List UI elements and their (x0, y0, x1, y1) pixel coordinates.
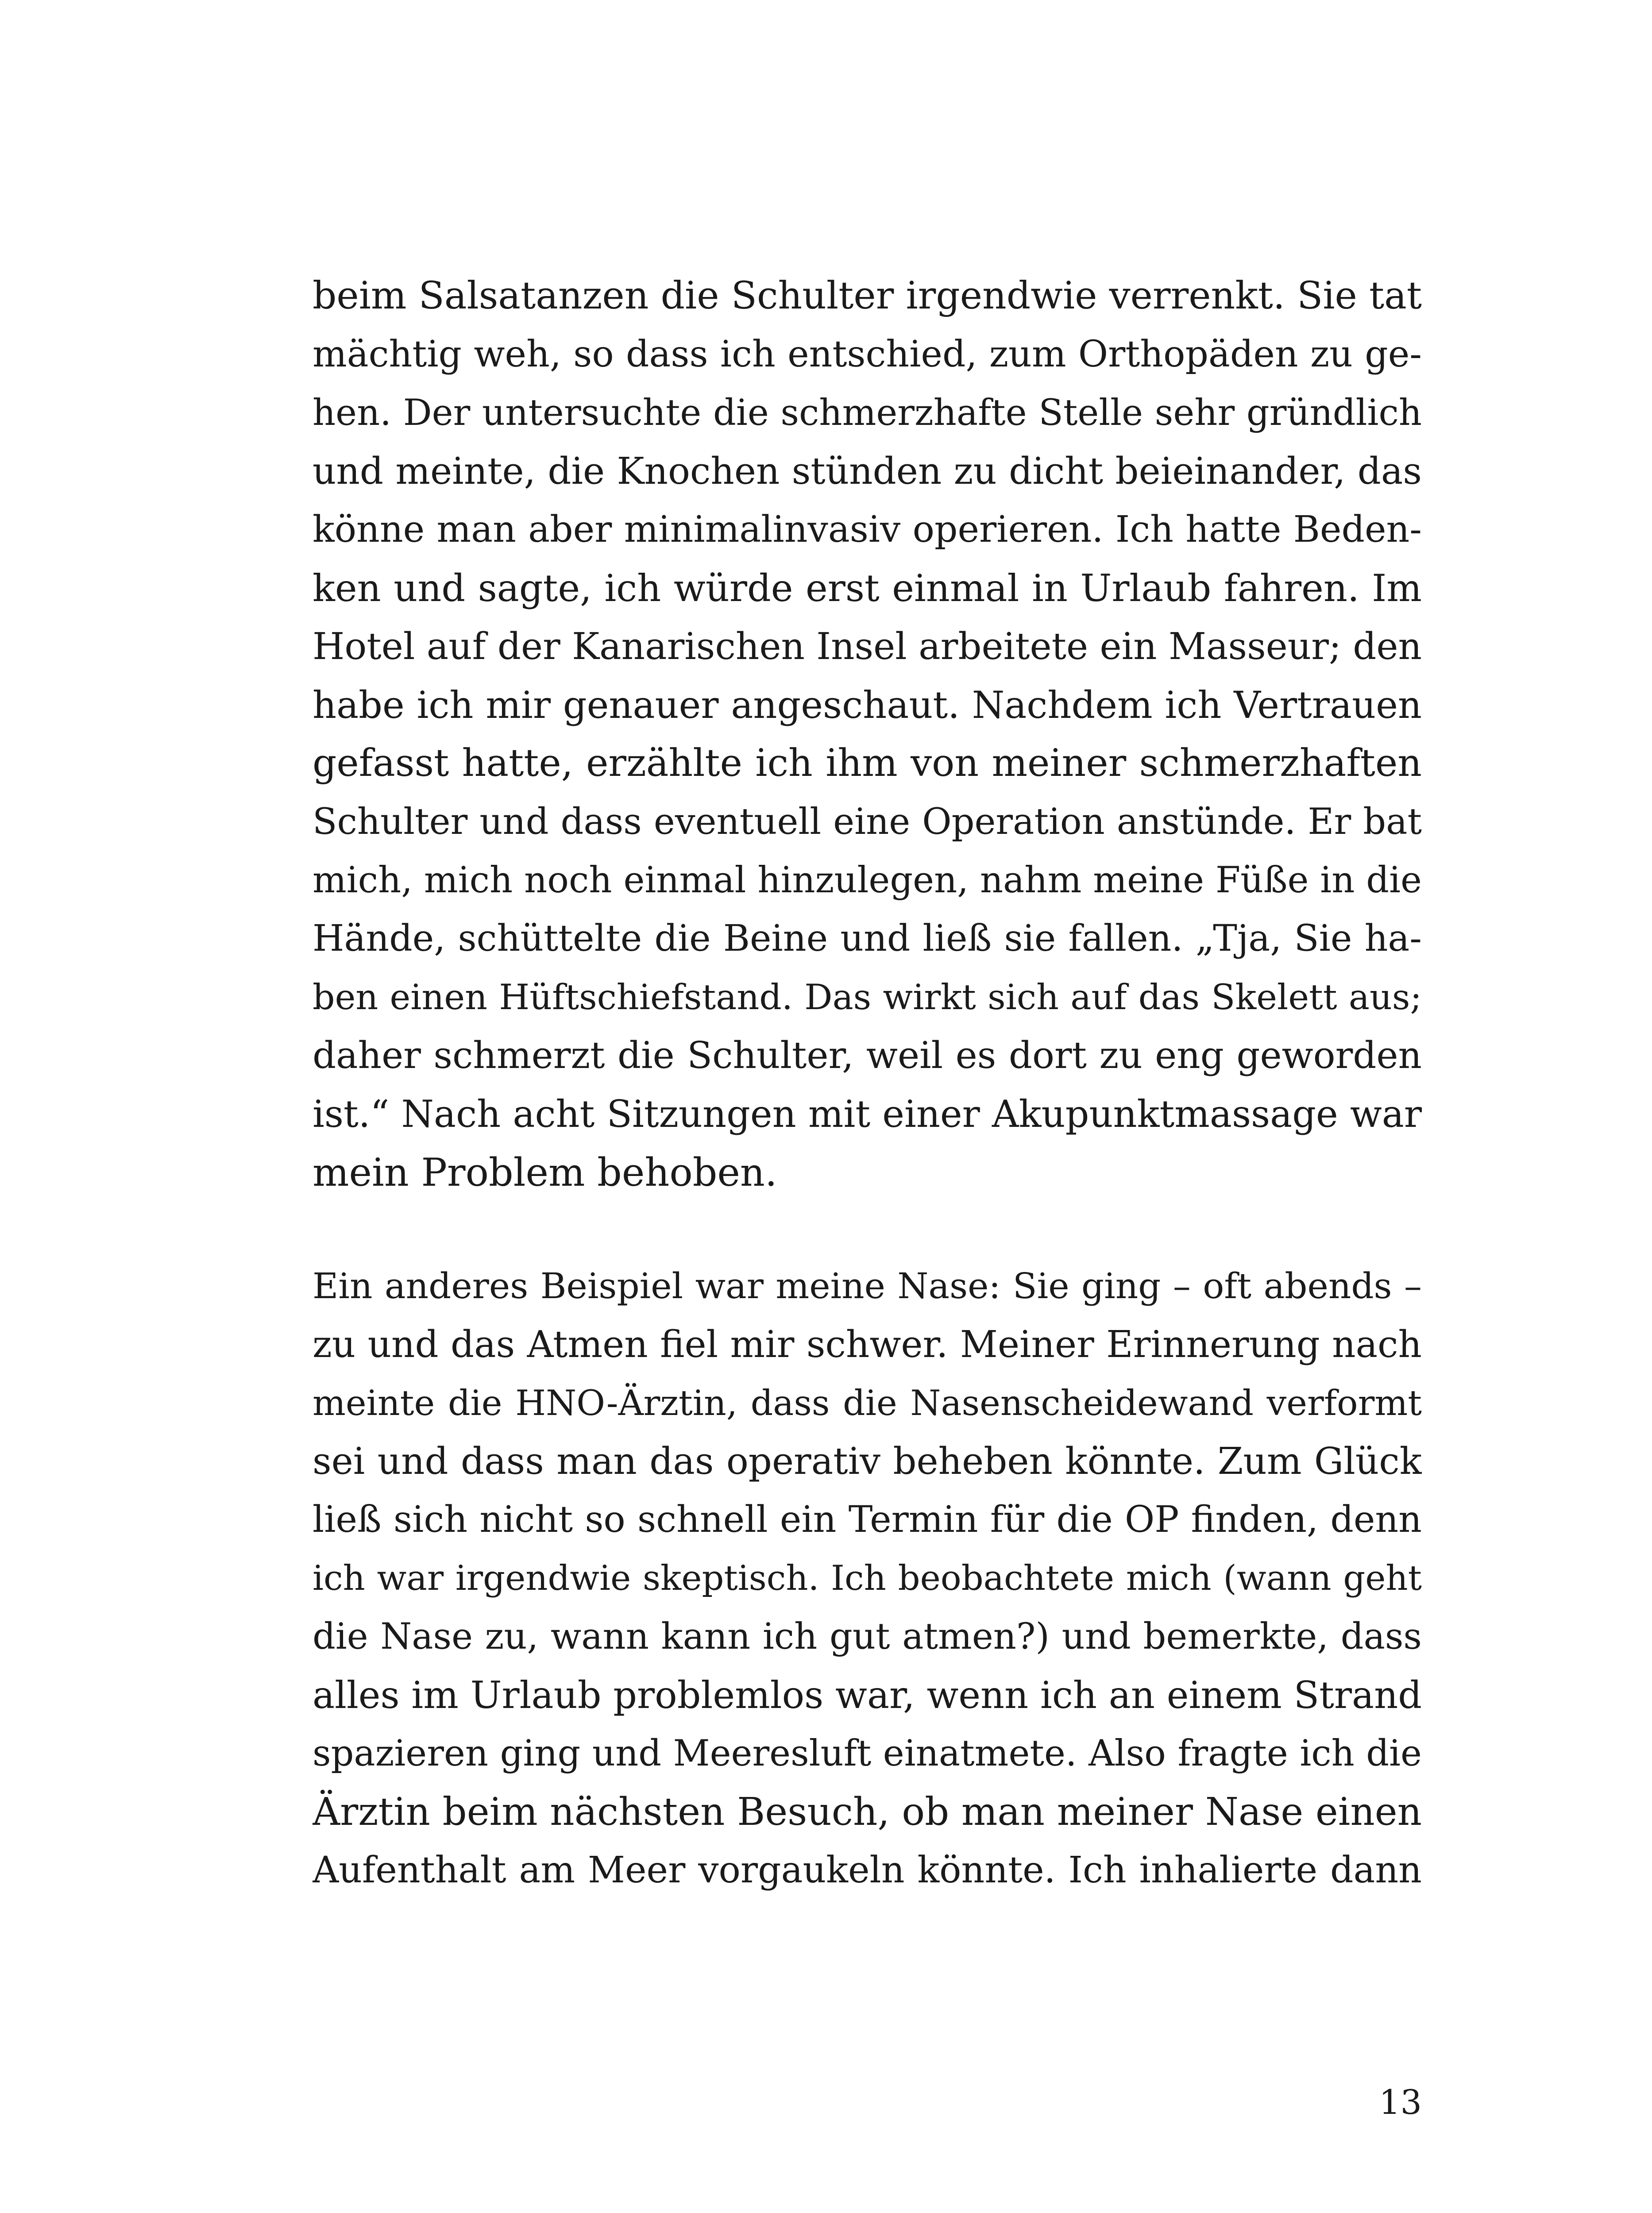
text-line: ken und sagte, ich würde erst einmal in Urlaub fahren. Im (313, 567, 1422, 610)
text-line: ich war irgendwie skeptisch. Ich beobachtete mich (wann geht (313, 1558, 1422, 1598)
text-line: beim Salsatanzen die Schulter irgendwie verrenkt. Sie tat (313, 274, 1422, 318)
text-line: alles im Urlaub problemlos war, wenn ich an einem Strand (313, 1673, 1422, 1717)
paragraph-1 (313, 267, 1422, 1202)
text-line: mein Problem behoben. (313, 1150, 777, 1195)
text-line: spazieren ging und Meeresluft einatmete. Also fragte ich die (313, 1733, 1422, 1774)
text-line: mich, mich noch einmal hinzulegen, nahm meine Füße in die (313, 860, 1422, 901)
text-line: meinte die HNO-Ärztin, dass die Nasenscheidewand verformt (313, 1383, 1422, 1423)
paragraph-2 (313, 1257, 1422, 1900)
text-line: könne man aber minimalinvasiv operieren. Ich hatte Beden- (313, 509, 1422, 551)
page-number: 13 (1379, 2082, 1422, 2122)
text-line: Schulter und dass eventuell eine Operation anstünde. Er bat (313, 801, 1422, 843)
text-line: Hände, schüttelte die Beine und ließ sie fallen. „Tja, Sie ha- (313, 918, 1422, 960)
text-line: zu und das Atmen fiel mir schwer. Meiner Erinnerung nach (313, 1323, 1422, 1366)
text-line: daher schmerzt die Schulter, weil es dort zu eng geworden (313, 1034, 1422, 1077)
text-line: die Nase zu, wann kann ich gut atmen?) und bemerkte, dass (313, 1616, 1422, 1658)
text-line: gefasst hatte, erzählte ich ihm von meiner schmerzhaften (313, 741, 1422, 785)
text-line: habe ich mir genauer angeschaut. Nachdem ich Vertrauen (313, 683, 1422, 727)
text-line: hen. Der untersuchte die schmerzhafte Stelle sehr gründlich (313, 392, 1422, 434)
text-line: ben einen Hüftschiefstand. Das wirkt sich auf das Skelett aus; (313, 977, 1422, 1018)
text-line: sei und dass man das operativ beheben könnte. Zum Glück (313, 1440, 1422, 1483)
text-line: Aufenthalt am Meer vorgaukeln könnte. Ich inhalierte dann (313, 1849, 1422, 1891)
text-line: Ein anderes Beispiel war meine Nase: Sie ging – oft abends – (313, 1265, 1422, 1307)
text-line: Ärztin beim nächsten Besuch, ob man meiner Nase einen (313, 1790, 1422, 1834)
text-line: Hotel auf der Kanarischen Insel arbeitete ein Masseur; den (313, 625, 1422, 668)
text-line: mächtig weh, so dass ich entschied, zum Orthopäden zu ge- (313, 333, 1422, 375)
text-line: ließ sich nicht so schnell ein Termin für die OP finden, denn (313, 1499, 1422, 1541)
text-line: ist.“ Nach acht Sitzungen mit einer Akupunktmassage war (313, 1092, 1422, 1136)
text-line: und meinte, die Knochen stünden zu dicht beieinander, das (313, 450, 1422, 493)
